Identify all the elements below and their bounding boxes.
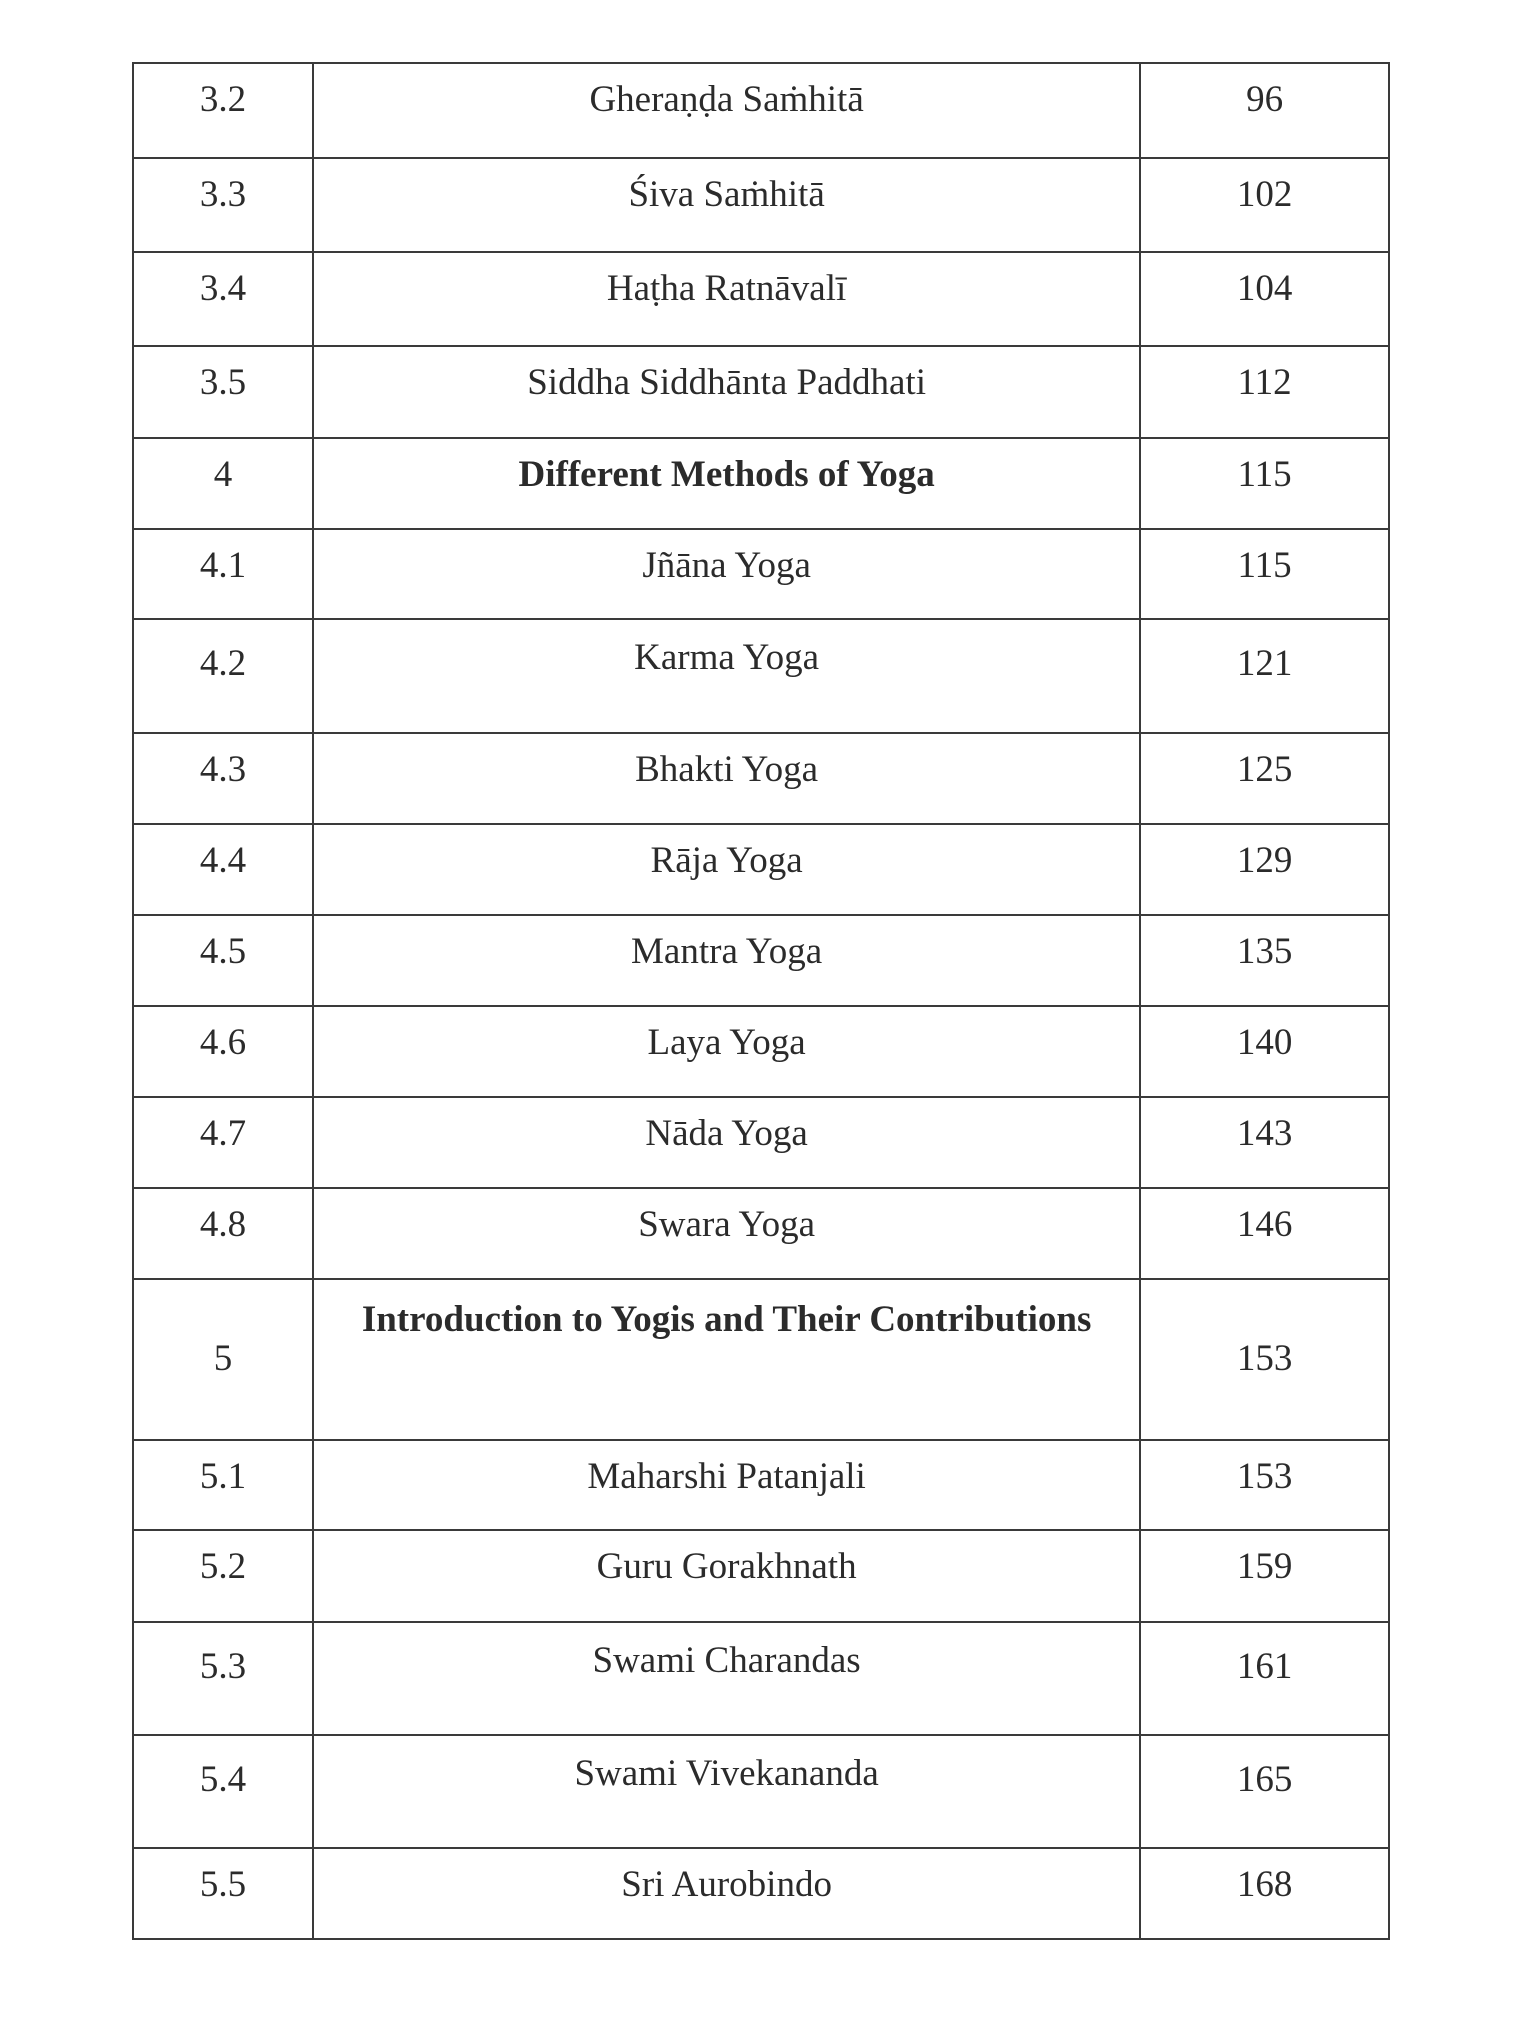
section-title: Karma Yoga [313,619,1140,733]
section-number: 3.4 [133,252,313,346]
page-number: 121 [1140,619,1389,733]
page-number: 161 [1140,1622,1389,1735]
page-number: 140 [1140,1006,1389,1097]
section-title: Nāda Yoga [313,1097,1140,1188]
chapter-title: Introduction to Yogis and Their Contributions [313,1279,1140,1440]
section-title: Maharshi Patanjali [313,1440,1140,1530]
page-number: 102 [1140,158,1389,252]
toc-row [133,1735,1389,1848]
page-number: 165 [1140,1735,1389,1848]
toc-row [133,1188,1389,1279]
section-title: Jñāna Yoga [313,529,1140,619]
section-title: Guru Gorakhnath [313,1530,1140,1622]
toc-row [133,529,1389,619]
section-title: Bhakti Yoga [313,733,1140,824]
page-number: 96 [1140,63,1389,158]
section-number: 5.2 [133,1530,313,1622]
toc-row [133,1530,1389,1622]
section-number: 5.3 [133,1622,313,1735]
section-number: 3.2 [133,63,313,158]
page-number: 115 [1140,438,1389,529]
toc-row [133,619,1389,733]
section-title: Gheraṇḍa Saṁhitā [313,63,1140,158]
section-title: Laya Yoga [313,1006,1140,1097]
toc-row [133,158,1389,252]
page-number: 153 [1140,1279,1389,1440]
toc-body [133,63,1389,1939]
section-number: 4.5 [133,915,313,1006]
page-number: 125 [1140,733,1389,824]
section-title: Mantra Yoga [313,915,1140,1006]
page-number: 135 [1140,915,1389,1006]
page-number: 115 [1140,529,1389,619]
section-number: 5.1 [133,1440,313,1530]
page-number: 104 [1140,252,1389,346]
section-title: Swami Vivekananda [313,1735,1140,1848]
section-number: 4 [133,438,313,529]
toc-row [133,1848,1389,1939]
toc-row [133,1097,1389,1188]
section-title: Siddha Siddhānta Paddhati [313,346,1140,438]
section-title: Swami Charandas [313,1622,1140,1735]
section-title: Rāja Yoga [313,824,1140,915]
section-number: 5.4 [133,1735,313,1848]
section-number: 3.3 [133,158,313,252]
page-number: 112 [1140,346,1389,438]
section-title: Swara Yoga [313,1188,1140,1279]
section-number: 4.6 [133,1006,313,1097]
toc-row [133,915,1389,1006]
section-title: Sri Aurobindo [313,1848,1140,1939]
toc-row [133,1279,1389,1440]
page-number: 168 [1140,1848,1389,1939]
toc-row [133,346,1389,438]
section-number: 4.7 [133,1097,313,1188]
toc-row [133,252,1389,346]
toc-row [133,1440,1389,1530]
toc-row [133,63,1389,158]
toc-row [133,733,1389,824]
section-number: 4.8 [133,1188,313,1279]
section-number: 4.2 [133,619,313,733]
chapter-title: Different Methods of Yoga [313,438,1140,529]
toc-row [133,1006,1389,1097]
page-number: 129 [1140,824,1389,915]
section-number: 5 [133,1279,313,1440]
toc-row [133,438,1389,529]
page-number: 153 [1140,1440,1389,1530]
page-number: 143 [1140,1097,1389,1188]
table-of-contents [132,62,1390,1940]
page-number: 146 [1140,1188,1389,1279]
section-title: Śiva Saṁhitā [313,158,1140,252]
section-number: 3.5 [133,346,313,438]
section-number: 4.3 [133,733,313,824]
toc-row [133,1622,1389,1735]
toc-row [133,824,1389,915]
section-number: 5.5 [133,1848,313,1939]
section-number: 4.1 [133,529,313,619]
page-number: 159 [1140,1530,1389,1622]
section-title: Haṭha Ratnāvalī [313,252,1140,346]
section-number: 4.4 [133,824,313,915]
